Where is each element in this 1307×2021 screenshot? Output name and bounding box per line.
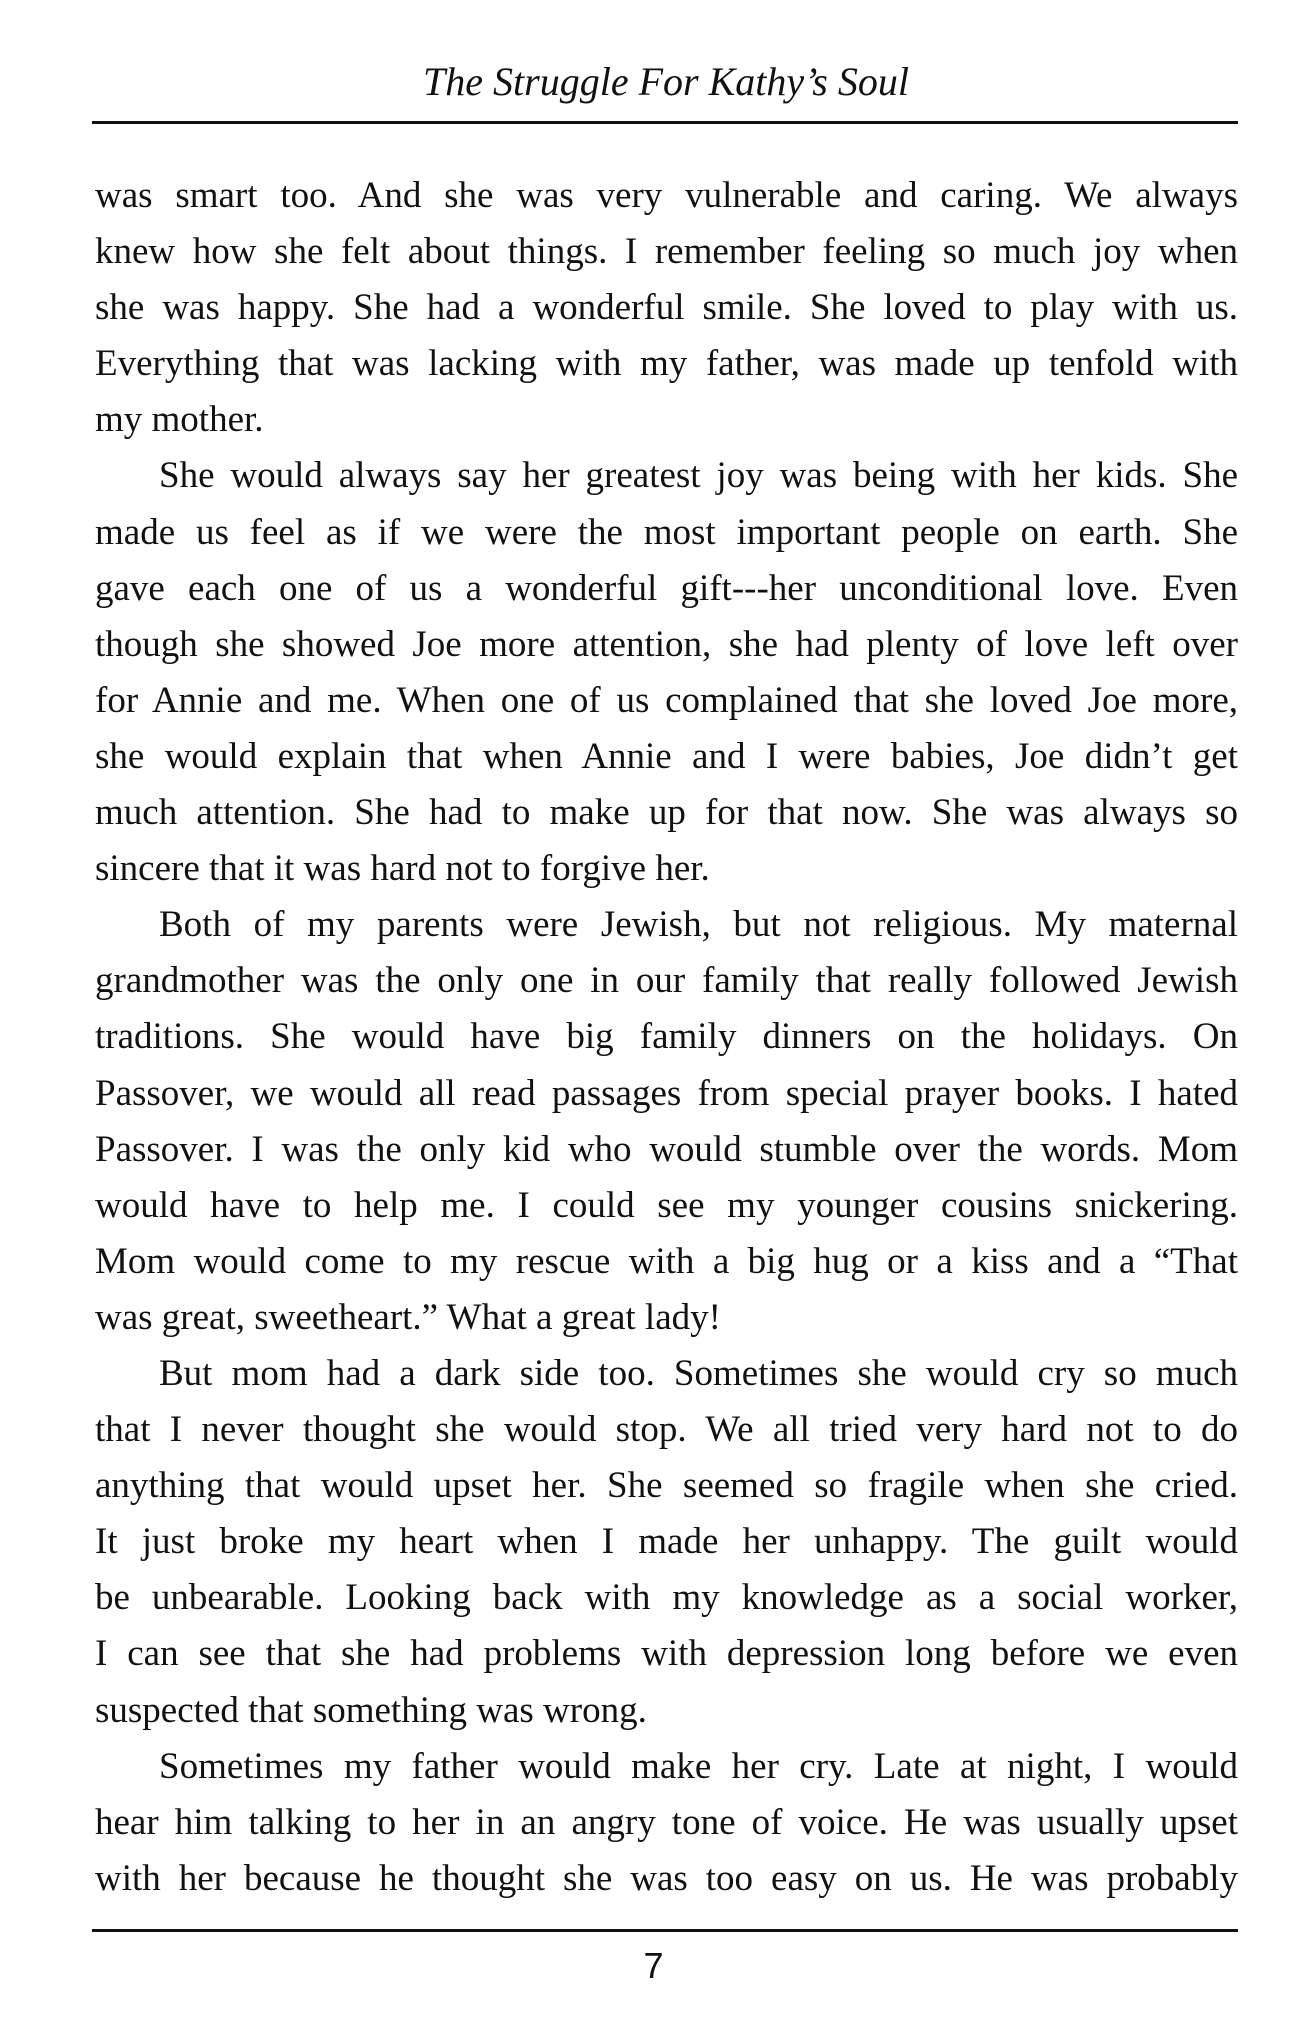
text-line: she would explain that when Annie and I were babies, Joe didn’t get xyxy=(95,735,1238,777)
text-line: though she showed Joe more attention, she had plenty of love left over xyxy=(95,623,1238,665)
body-text xyxy=(95,168,1238,1907)
page-number: 7 xyxy=(643,1945,664,1986)
text-line: she was happy. She had a wonderful smile. She loved to play with us. xyxy=(95,287,1238,329)
text-line: be unbearable. Looking back with my knowledge as a social worker, xyxy=(95,1577,1238,1619)
text-line: Mom would come to my rescue with a big hug or a kiss and a “That xyxy=(95,1240,1238,1282)
text-line: grandmother was the only one in our family that really followed Jewish xyxy=(95,960,1238,1002)
text-line: was great, sweetheart.” What a great lady! xyxy=(95,1296,721,1338)
text-line: knew how she felt about things. I remember feeling so much joy when xyxy=(95,231,1238,273)
text-line: anything that would upset her. She seemed so fragile when she cried. xyxy=(95,1465,1238,1507)
text-line: I can see that she had problems with depression long before we even xyxy=(95,1633,1238,1675)
text-line: Everything that was lacking with my father, was made up tenfold with xyxy=(95,343,1238,385)
text-line: much attention. She had to make up for that now. She was always so xyxy=(95,792,1238,834)
text-line: Passover. I was the only kid who would stumble over the words. Mom xyxy=(95,1128,1238,1170)
header-rule xyxy=(92,121,1238,124)
text-line: made us feel as if we were the most important people on earth. She xyxy=(95,511,1238,553)
text-line: It just broke my heart when I made her unhappy. The guilt would xyxy=(95,1521,1238,1563)
text-line: for Annie and me. When one of us complained that she loved Joe more, xyxy=(95,679,1238,721)
text-line: sincere that it was hard not to forgive her. xyxy=(95,848,710,890)
text-line: that I never thought she would stop. We all tried very hard not to do xyxy=(95,1409,1238,1451)
text-line: traditions. She would have big family dinners on the holidays. On xyxy=(95,1016,1238,1058)
text-line: Sometimes my father would make her cry. Late at night, I would xyxy=(159,1745,1238,1787)
text-line: suspected that something was wrong. xyxy=(95,1689,647,1731)
text-line: gave each one of us a wonderful gift---her unconditional love. Even xyxy=(95,567,1238,609)
text-line: Passover, we would all read passages from special prayer books. I hated xyxy=(95,1072,1238,1114)
text-line: was smart too. And she was very vulnerable and caring. We always xyxy=(95,175,1238,216)
text-line: She would always say her greatest joy was being with her kids. She xyxy=(159,455,1238,497)
text-line: hear him talking to her in an angry tone of voice. He was usually upset xyxy=(95,1801,1238,1843)
text-line: would have to help me. I could see my younger cousins snickering. xyxy=(95,1184,1238,1226)
text-line: with her because he thought she was too easy on us. He was probably xyxy=(95,1857,1238,1899)
text-line: Both of my parents were Jewish, but not religious. My maternal xyxy=(159,904,1238,946)
text-line: my mother. xyxy=(95,399,264,441)
text-line: But mom had a dark side too. Sometimes she would cry so much xyxy=(159,1352,1238,1394)
running-header-title: The Struggle For Kathy’s Soul xyxy=(423,59,909,104)
footer-rule xyxy=(92,1929,1238,1932)
